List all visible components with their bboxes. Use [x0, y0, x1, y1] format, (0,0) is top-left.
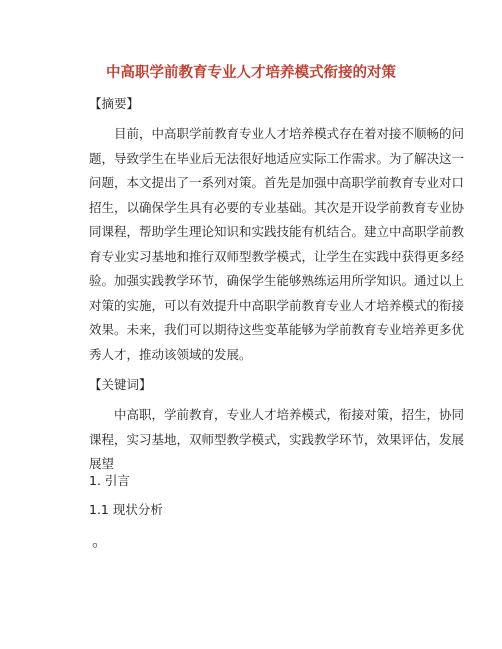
keywords-line: 展望 — [89, 456, 115, 471]
keywords-line: 中高职，学前教育，专业人才培养模式，衔接对策，招生，协同 — [114, 407, 465, 422]
abstract-line: 目前，中高职学前教育专业人才培养模式存在着对接不顺畅的问 — [114, 126, 465, 141]
keywords-heading: 【关键词】 — [89, 377, 152, 392]
abstract-paragraph — [89, 122, 465, 367]
abstract-line: 同课程，帮助学生理论知识和实践技能有机结合。建立中高职学前教 — [89, 224, 465, 239]
abstract-line: 育专业实习基地和推行双师型教学模式，让学生在实践中获得更多经 — [89, 248, 465, 264]
abstract-line: 问题，本文提出了一系列对策。首先是加强中高职学前教育专业对口 — [89, 175, 465, 190]
abstract-line: 秀人才，推动该领域的发展。 — [89, 346, 252, 362]
subsection-heading-status-analysis: 1.1 现状分析 — [89, 502, 163, 517]
abstract-line: 效果。未来，我们可以期待这些变革能够为学前教育专业培养更多优 — [89, 322, 465, 337]
keywords-paragraph — [89, 403, 465, 477]
abstract-line: 招生，以确保学生具有必要的专业基础。其次是开设学前教育专业协 — [89, 199, 465, 215]
abstract-line: 验。加强实践教学环节，确保学生能够熟练运用所学知识。通过以上 — [89, 273, 465, 288]
section-heading-introduction: 1. 引言 — [89, 473, 130, 488]
keywords-line: 课程，实习基地，双师型教学模式，实践教学环节，效果评估，发展 — [89, 431, 465, 447]
abstract-line: 对策的实施，可以有效提升中高职学前教育专业人才培养模式的衔接 — [89, 297, 465, 313]
abstract-heading: 【摘要】 — [89, 96, 140, 111]
document-title: 中高职学前教育专业人才培养模式衔接的对策 — [106, 65, 396, 81]
trailing-punctuation: 。 — [92, 531, 109, 550]
abstract-line: 题，导致学生在毕业后无法很好地适应实际工作需求。为了解决这一 — [89, 150, 465, 166]
